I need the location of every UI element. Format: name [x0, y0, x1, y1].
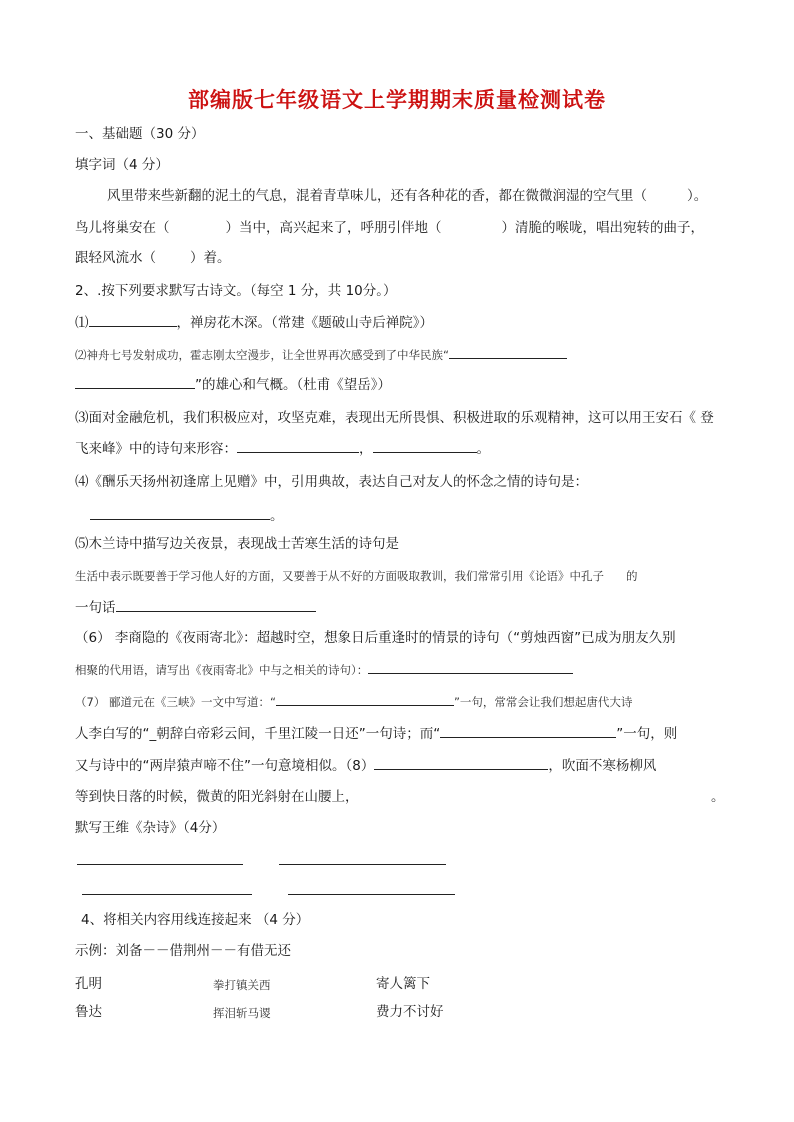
question-1-label: 填字词（4 分）: [75, 157, 169, 173]
question-1-line-2: [75, 218, 704, 238]
q2-item-5c: [75, 597, 316, 618]
q2-item-7: [75, 691, 632, 712]
q2-1-text: ，禅房花木深。（常建《题破山寺后禅院》）: [176, 315, 433, 331]
q1-text-3a: 跟轻风流水（: [75, 250, 156, 266]
q1-text-2c: ）清脆的喉咙，唱出宛转的曲子，: [501, 220, 704, 236]
answer-blank[interactable]: [89, 312, 177, 327]
q2-2-text: ⑵神舟七号发射成功，霍志刚太空漫步，让全世界再次感受到了中华民族“: [75, 348, 449, 362]
q2-3-comma: ，: [359, 441, 373, 457]
q2-item-3: ⑶面对金融危机，我们积极应对，攻坚克难，表现出无所畏惧、积极进取的乐观精神，这可以用王安石《 登: [75, 410, 714, 426]
answer-blank[interactable]: [374, 755, 548, 770]
q2-item-3b: [75, 438, 490, 459]
q2-1-num: ⑴: [75, 315, 89, 331]
answer-blank[interactable]: [440, 723, 616, 738]
q2-7-text-f: ，吹面不寒杨柳风: [548, 758, 657, 774]
matching-row: [75, 974, 715, 994]
match-item-right[interactable]: 费力不讨好: [376, 1004, 444, 1020]
q2-item-6b: [75, 659, 573, 680]
answer-blank[interactable]: [237, 438, 359, 453]
answer-line[interactable]: [288, 894, 455, 895]
q2-item-5: ⑸木兰诗中描写边关夜景，表现战士苦寒生活的诗句是: [75, 536, 399, 552]
q1-text-2b: ）当中，高兴起来了，呼朋引伴地（: [225, 220, 442, 236]
q2-item-5b: [75, 566, 638, 586]
q2-3-period: 。: [476, 441, 490, 457]
q2-item-7b: [75, 723, 677, 744]
q2-item-4: ⑷《酬乐天扬州初逢席上见赠》中，引用典故，表达自己对友人的怀念之情的诗句是：: [75, 474, 588, 490]
question-4-example: 示例：刘备－－借荆州－－有借无还: [75, 943, 291, 959]
q2-item-1: [75, 312, 433, 333]
answer-blank[interactable]: [368, 659, 573, 674]
q2-5-text: 生活中表示既要善于学习他人好的方面，又要善于从不好的方面吸取教训，我们常常引用《论语》中孔子: [75, 569, 604, 583]
answer-blank[interactable]: [75, 374, 195, 389]
q2-2-text-b: ”的雄心和气概。（杜甫《望岳》）: [195, 377, 391, 393]
q2-7-text-c: 人李白写的“_朝辞白帝彩云间，千里江陵一日还”一句诗；而“: [75, 726, 441, 742]
answer-blank[interactable]: [116, 597, 316, 612]
q1-text-1: 风里带来些新翻的泥土的气息，混着青草味儿，还有各种花的香，都在微微润湿的空气里（: [107, 188, 647, 204]
match-item-left[interactable]: 孔明: [75, 976, 102, 992]
answer-line[interactable]: [279, 864, 446, 865]
section-heading: 一、基础题（30 分）: [75, 126, 205, 142]
q2-item-8: 等到快日落的时候，微黄的阳光斜射在山腰上，: [75, 789, 359, 805]
page-title: 部编版七年级语文上学期期末质量检测试卷: [188, 88, 606, 112]
answer-line[interactable]: [82, 894, 252, 895]
q1-text-3b: ）着。: [190, 250, 231, 266]
q2-item-7c: [75, 755, 656, 776]
match-item-right[interactable]: 寄人篱下: [376, 976, 430, 992]
question-3-label: 默写王维《杂诗》（4分）: [75, 820, 226, 836]
answer-blank[interactable]: [449, 344, 567, 359]
question-1-line-1: [107, 186, 707, 206]
q2-7-text-a: （7） 郦道元在《三峡》一文中写道：“: [75, 695, 276, 709]
matching-row: [75, 1002, 715, 1022]
q2-item-2b: [75, 374, 391, 395]
q2-item-4b: [90, 505, 284, 526]
answer-blank[interactable]: [373, 438, 477, 453]
question-4-label: 4、将相关内容用线连接起来 （4 分）: [81, 912, 310, 928]
q2-item-2: [75, 344, 567, 365]
q2-8-period: 。: [711, 789, 725, 805]
answer-blank[interactable]: [276, 691, 454, 706]
q1-text-2a: 鸟儿将巢安在（: [75, 220, 170, 236]
q2-7-text-d: ”一句，则: [616, 726, 678, 742]
question-2-label: 2、.按下列要求默写古诗文。（每空 1 分，共 10分。）: [75, 283, 397, 299]
q2-5-label: 一句话: [75, 600, 116, 616]
answer-blank[interactable]: [90, 505, 270, 520]
q2-4-period: 。: [270, 508, 284, 524]
match-item-left[interactable]: 鲁达: [75, 1004, 102, 1020]
question-1-line-3: [75, 248, 231, 268]
answer-line[interactable]: [77, 864, 243, 865]
q2-7-text-e: 又与诗中的“两岸猿声啼不住”一句意境相似。（8）: [75, 758, 375, 774]
match-item-middle[interactable]: 拳打镇关西: [213, 978, 271, 992]
q2-6-text: 相聚的代用语，请写出《夜雨寄北》中与之相关的诗句）：: [75, 663, 369, 677]
match-item-middle[interactable]: 挥泪斩马谡: [213, 1006, 271, 1020]
q2-3-text: 飞来峰》中的诗句来形容：: [75, 441, 237, 457]
q2-5-de: 的: [626, 569, 638, 583]
q2-7-text-b: ”一句，常常会让我们想起唐代大诗: [453, 695, 633, 709]
q2-item-6: （6） 李商隐的《夜雨寄北》：超越时空，想象日后重逢时的情景的诗句（“剪烛西窗”已成为朋友久别: [75, 630, 676, 646]
q1-text-1-end: ）。: [687, 188, 708, 204]
